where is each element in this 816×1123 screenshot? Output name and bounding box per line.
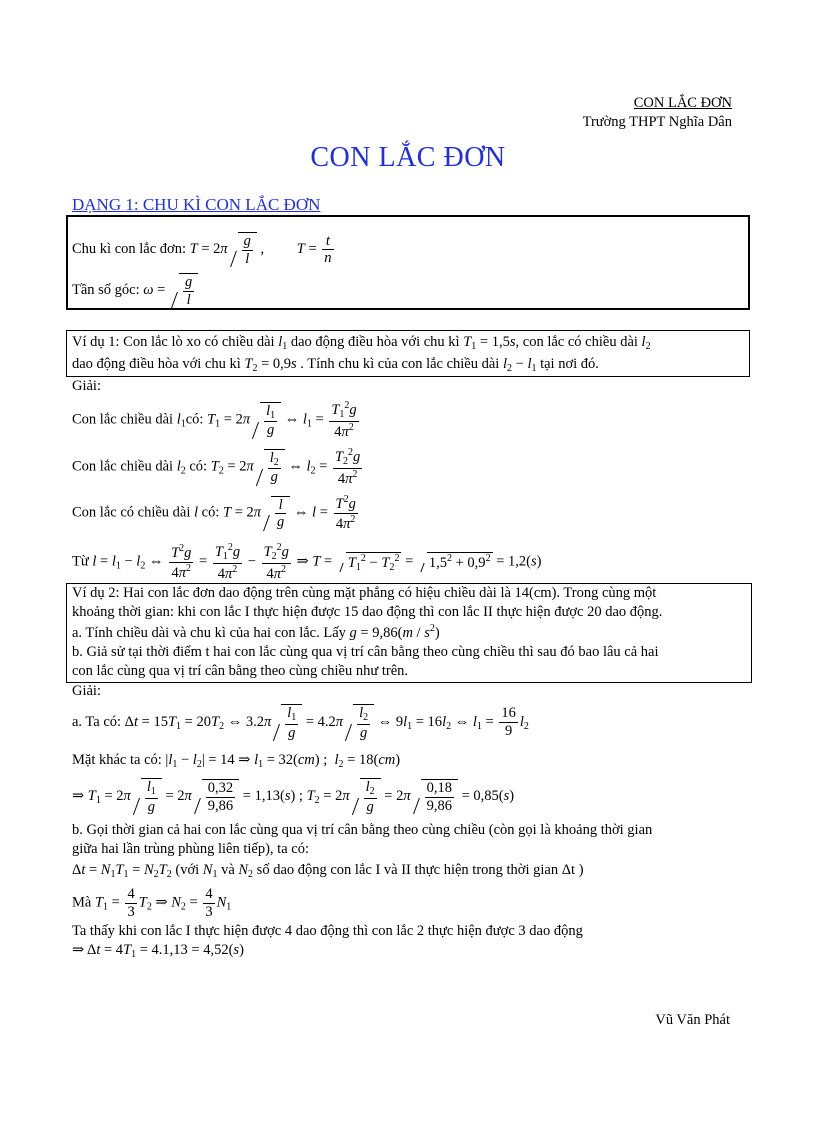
page-title: CON LẮC ĐƠN	[310, 142, 506, 173]
example2-b1: b. Gọi thời gian cả hai con lắc cùng qua vị trí cân bằng theo cùng chiều (còn gọi là khoảng thời gian	[72, 822, 653, 838]
section-heading: DẠNG 1: CHU KÌ CON LẮC ĐƠN	[72, 195, 321, 214]
formula-omega: Tần số góc: ω = $\frac{g}{l}$	[72, 273, 198, 308]
example2-b3: $\Delta t = N_1T_1 = N_2T_2$ (với $N_1$ và $N_2$ số dao động con lắc I và II thực hiện trong thời gian Δt )	[72, 862, 584, 880]
header-topic: CON LẮC ĐƠN	[633, 95, 732, 111]
example2-b4: Mà $T_1$ = $\frac{4}{3}$ $T_2$ ⇒ $N_2$ = $\frac{4}{3}$ $N_1$	[72, 886, 232, 920]
example2-line4: b. Giả sử tại thời điểm t hai con lắc cùng qua vị trí cân bằng theo cùng chiều thì sau đó bao lâu cả hai	[72, 644, 659, 660]
example1-step4: Từ $l = l_1 - l_2$ ⇔ $\frac{T^2g}{4\pi^2}$ = $\frac{T_1^2g}{4\pi^2}$ − $\frac{T_2^2g}{4\pi^2}$ ⇒ $T = T_1^2 - T_2^2 = 1,5^2 + 0,9^2 = 1,2(s)$	[72, 542, 542, 582]
example2-step-lengths: Mặt khác ta có: $|l_1 - l_2| = 14$ ⇒ $l_1 = 32(cm)$ ; $l_2 = 18(cm)$	[72, 752, 401, 770]
example2-solution-label: Giải:	[72, 683, 101, 699]
example2-line5: con lắc cùng qua vị trí cân bằng theo cùng chiều như trên.	[72, 663, 409, 679]
example2-step-a: a. Ta có: $\Delta t = 15T_1 = 20T_2$ ⇔ 3.2π $\frac{l_1}{g}$ = 4.2π $\frac{l_2}{g}$ ⇔ $9l_1 = 16l_2$ ⇔ $l_1$ = $\frac{16}{9}$ $l_2$	[72, 705, 529, 741]
example2-line1: Ví dụ 2: Hai con lắc đơn dao động trên cùng mặt phẳng có hiệu chiều dài là 14(cm). Trong cùng một	[72, 585, 657, 601]
example2-step-periods: ⇒ $T_1 = 2\pi$ $\frac{l_1}{g}$ = 2π $\frac{0,32}{9,86}$ = 1,13(s) ; $T_2 = 2\pi$ $\frac{l_2}{g}$ = 2π $\frac{0,18}{9,86}$ = 0,85(s)	[72, 779, 515, 815]
example1-line2: dao động điều hòa với chu kì $T_2 = 0,9s$ . Tính chu kì của con lắc chiều dài $l_2 - l_1$ tại nơi đó.	[72, 356, 599, 374]
example2-line3: a. Tính chiều dài và chu kì của hai con lắc. Lấy $g = 9,86(m / s^2)$	[72, 623, 440, 641]
example1-step1: Con lắc chiều dài $l_1có$: $T_1 = 2\pi$ $\frac{l_1}{g}$ ⇔ $l_1$ = $\frac{T_1^2g}{4\pi^2}$	[72, 400, 357, 440]
example2-b2: giữa hai lần trùng phùng liên tiếp), ta có:	[72, 841, 309, 857]
formula-period: Chu kì con lắc đơn: T = 2π $\frac{g}{l}$ , T = $\frac{t}{n}$	[72, 232, 332, 267]
example2-line2: khoảng thời gian: khi con lắc I thực hiện được 15 dao động thì con lắc II thực hiện được 20 dao động.	[72, 604, 663, 620]
example1-solution-label: Giải:	[72, 378, 101, 394]
example1-step3: Con lắc có chiều dài l có: T = 2π $\frac{l}{g}$ ⇔ l = $\frac{T^2g}{4\pi^2}$	[72, 494, 356, 532]
footer-author: Vũ Văn Phát	[655, 1012, 730, 1028]
example1-line1: Ví dụ 1: Con lắc lò xo có chiều dài $l_1$ dao động điều hòa với chu kì $T_1 = 1,5s$, con lắc có chiều dài $l_2$	[72, 334, 651, 352]
example2-b5: Ta thấy khi con lắc I thực hiện được 4 dao động thì con lắc 2 thực hiện được 3 dao động	[72, 923, 583, 939]
header-school: Trường THPT Nghĩa Dân	[582, 114, 732, 130]
example2-b6: ⇒ $\Delta t = 4T_1 = 4.1,13 = 4,52(s)$	[72, 942, 244, 960]
example1-step2: Con lắc chiều dài $l_2$ có: $T_2 = 2\pi$ $\frac{l_2}{g}$ ⇔ $l_2$ = $\frac{T_2^2g}{4\pi^2}$	[72, 447, 361, 487]
